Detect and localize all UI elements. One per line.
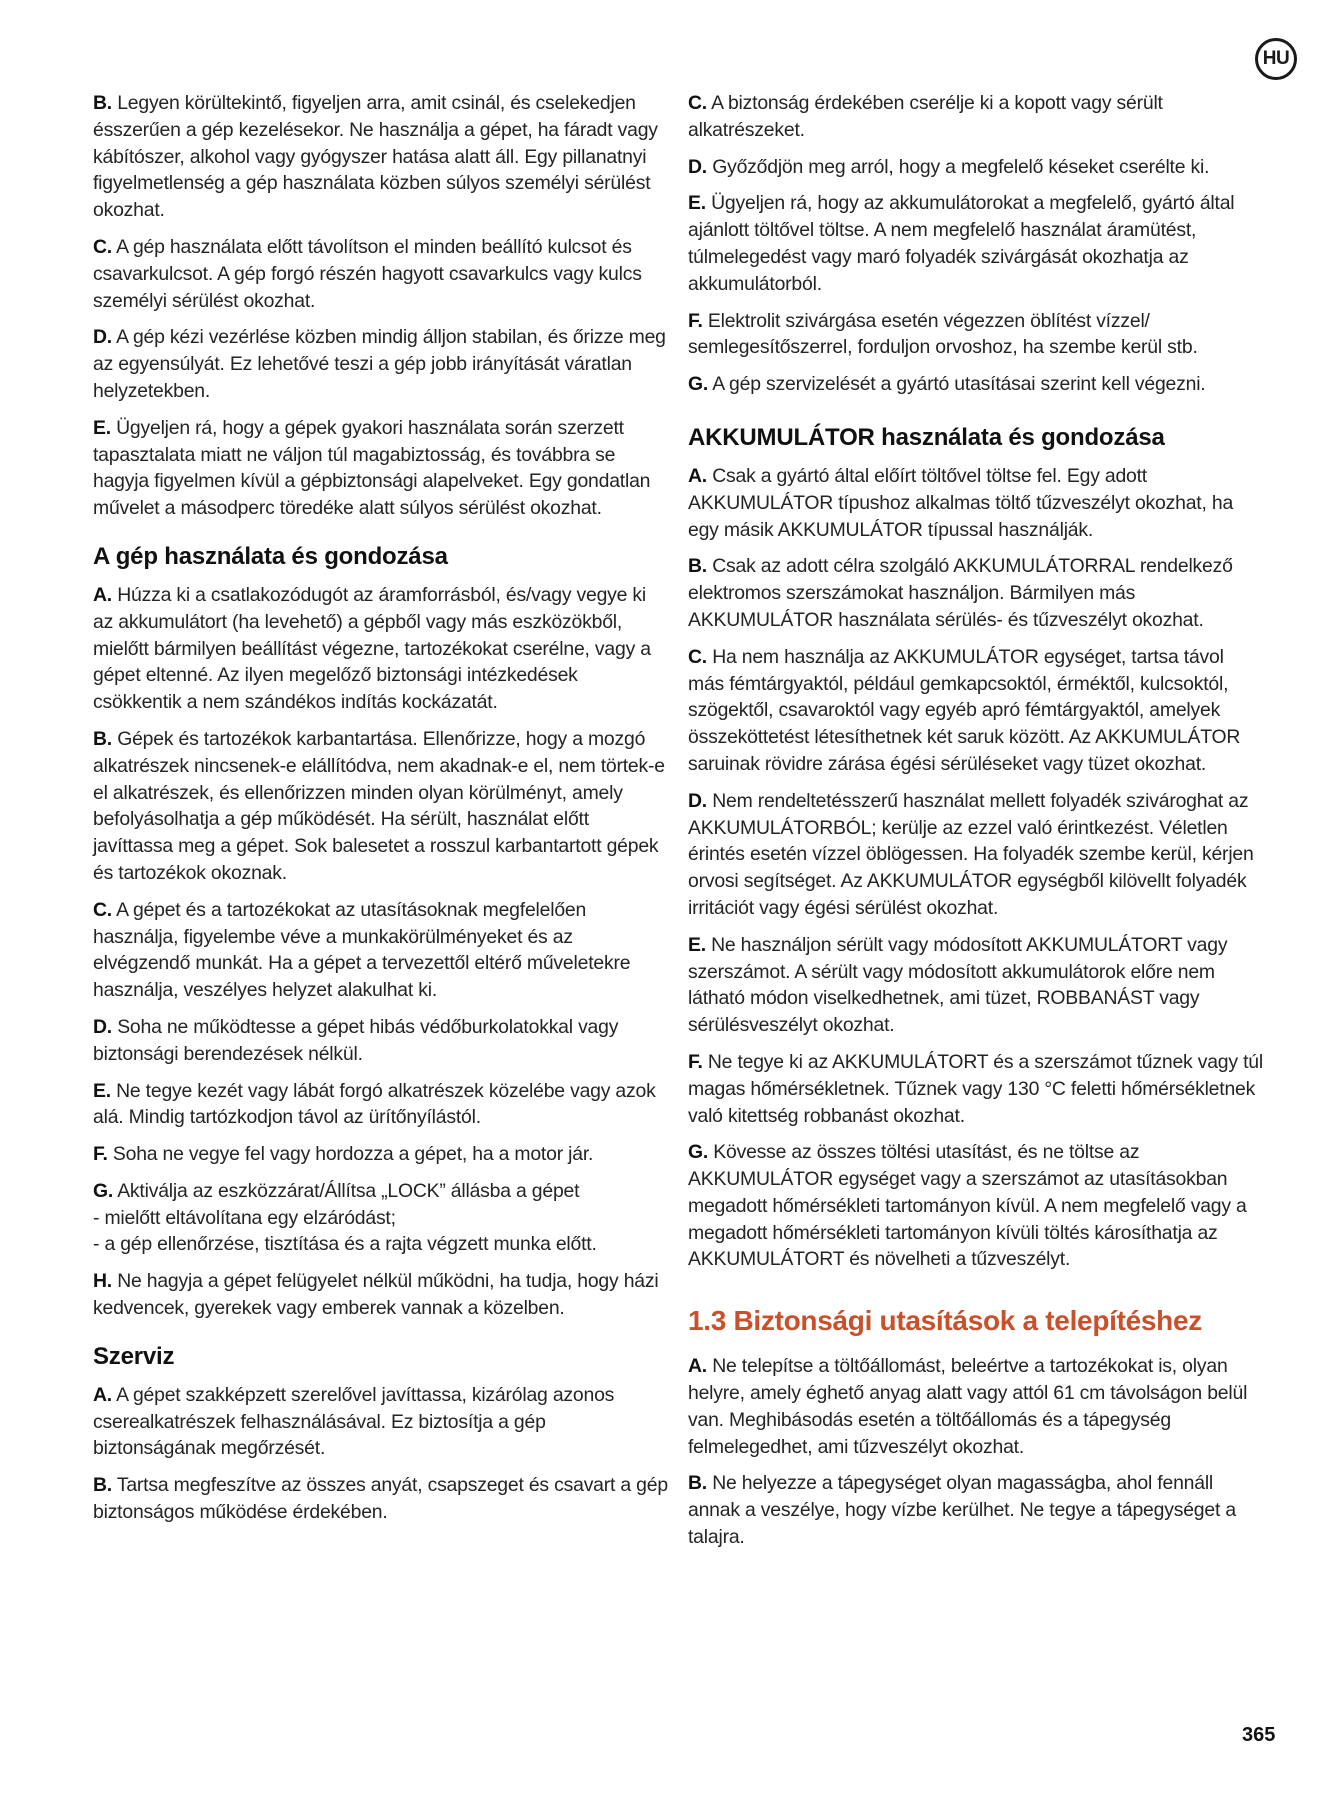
section-heading-installation: 1.3 Biztonsági utasítások a telepítéshez <box>688 1305 1202 1337</box>
item-letter: F. <box>688 309 703 332</box>
left-column <box>93 90 668 1536</box>
language-badge: HU <box>1255 38 1297 80</box>
list-item <box>688 788 1263 922</box>
section-heading-machine-use: A gép használata és gondozása <box>93 542 448 570</box>
item-letter: A. <box>688 464 707 487</box>
item-letter: G. <box>688 373 709 396</box>
list-item <box>688 371 1263 398</box>
page-number: 365 <box>1242 1724 1276 1746</box>
list-item <box>93 1472 668 1526</box>
list-item <box>688 1049 1263 1129</box>
list-item <box>93 1178 668 1258</box>
item-text: Ha nem használja az AKKUMULÁTOR egységet, tartsa távol más fémtárgyaktól, például gemkapcsoktól, érméktől, kulcsoktól, szögektől, csavaroktól vagy egyéb apró fémtárgyaktól, amelyek összeköttetést létesíthetnek két saruk között. Az AKKUMULÁTOR saruinak rövidre zárása égési sérüléseket vagy tüzet okozhat. <box>688 645 1241 775</box>
item-letter: F. <box>688 1050 703 1073</box>
item-letter: H. <box>93 1270 112 1293</box>
list-item <box>688 644 1263 778</box>
list-item <box>93 234 668 314</box>
item-letter: C. <box>688 645 707 668</box>
item-text: Aktiválja az eszközzárat/Állítsa „LOCK” állásba a gépet - mielőtt eltávolítana egy elzáródást; - a gép ellenőrzése, tisztítása és a rajta végzett munka előtt. <box>93 1179 597 1256</box>
item-text: Győződjön meg arról, hogy a megfelelő késeket cserélte ki. <box>712 155 1210 178</box>
item-text: Ügyeljen rá, hogy az akkumulátorokat a megfelelő, gyártó által ajánlott töltővel töltse. A nem megfelelő használat áramütést, túlmelegedést vagy maró folyadék szivárgását okozhatja az akkumulátorból. <box>688 192 1235 295</box>
item-text: Kövesse az összes töltési utasítást, és ne töltse az AKKUMULÁTOR egységet vagy a szerszámot az utasításokban megadott hőmérsékleti tartományon kívül. A nem megfelelő vagy a megadott hőmérsékleti tartományon kívüli töltés károsíthatja az AKKUMULÁTORT és növelheti a tűzveszélyt. <box>688 1141 1247 1271</box>
list-item <box>93 1382 668 1462</box>
item-text: A gép szervizelését a gyártó utasításai szerint kell végezni. <box>712 373 1206 396</box>
list-item <box>688 190 1263 297</box>
list-item <box>688 1470 1263 1550</box>
item-text: Gépek és tartozékok karbantartása. Ellenőrizze, hogy a mozgó alkatrészek nincsenek-e elállítódva, nem akadnak-e el, nem törtek-e el alkatrészek, és ellenőrizzen minden olyan körülményt, amely befolyásolhatja a gép működését. Ha sérült, használat előtt javíttassa meg a gépet. Sok balesetet a rosszul karbantartott gépek és tartozékok okoznak. <box>93 727 665 884</box>
item-text: Ne helyezze a tápegységet olyan magasságba, ahol fennáll annak a veszélye, hogy vízbe kerülhet. Ne tegye a tápegységet a talajra. <box>688 1472 1236 1549</box>
item-letter: C. <box>93 235 112 258</box>
item-text: Ne telepítse a töltőállomást, beleértve a tartozékokat is, olyan helyre, amely éghető anyag alatt vagy attól 61 cm távolságon belül van. Meghibásodás esetén a töltőállomás és a tápegység felmelegedhet, ami tűzveszélyt okozhat. <box>688 1355 1248 1458</box>
list-item <box>93 1141 668 1168</box>
item-text: Nem rendeltetésszerű használat mellett folyadék szivároghat az AKKUMULÁTORBÓL; kerülje az ezzel való érintkezést. Véletlen érintés esetén vízzel öblögessen. Ha folyadék szembe kerül, kérjen orvosi segítséget. Az AKKUMULÁTOR egységből kilövellt folyadék irritációt vagy égési sérülést okozhat. <box>688 789 1254 919</box>
item-text: Ne tegye kezét vagy lábát forgó alkatrészek közelébe vagy azok alá. Mindig tartózkodjon távol az ürítőnyílástól. <box>93 1079 656 1129</box>
item-letter: F. <box>93 1143 108 1166</box>
item-letter: C. <box>688 92 707 114</box>
item-text: Ügyeljen rá, hogy a gépek gyakori használata során szerzett tapasztalata miatt ne váljon túl magabiztosság, és továbbra se hagyja figyelmen kívül a gépbiztonsági alapelveket. Egy gondatlan művelet a másodperc töredéke alatt súlyos sérülést okozhat. <box>93 416 651 520</box>
list-item <box>93 726 668 887</box>
intro-list <box>93 90 668 522</box>
list-item <box>93 1078 668 1132</box>
item-letter: E. <box>93 1079 111 1102</box>
item-letter: B. <box>93 92 112 114</box>
item-letter: E. <box>688 933 706 956</box>
list-item <box>688 308 1263 362</box>
right-column <box>688 90 1263 1561</box>
item-text: Elektrolit szivárgása esetén végezzen öblítést vízzel/ semlegesítőszerrel, forduljon orvoshoz, ha szembe kerül stb. <box>688 309 1198 359</box>
list-item <box>688 90 1263 144</box>
list-item <box>688 463 1263 543</box>
item-letter: G. <box>93 1179 114 1202</box>
list-item <box>93 90 668 224</box>
item-text: A gépet szakképzett szerelővel javíttassa, kizárólag azonos cserealkatrészek felhasználásával. Ez biztosítja a gép biztonságának megőrzését. <box>93 1383 615 1460</box>
list-item <box>688 553 1263 633</box>
service-list-continued <box>688 90 1263 398</box>
battery-list <box>688 463 1263 1273</box>
list-item <box>93 582 668 716</box>
list-item <box>688 1353 1263 1460</box>
item-letter: B. <box>93 1474 112 1497</box>
item-text: A gép kézi vezérlése közben mindig álljon stabilan, és őrizze meg az egyensúlyát. Ez lehetővé teszi a gép jobb irányítását váratlan helyzetekben. <box>93 326 666 402</box>
service-list <box>93 1382 668 1526</box>
list-item <box>688 1139 1263 1273</box>
item-text: Ne használjon sérült vagy módosított AKKUMULÁTORT vagy szerszámot. A sérült vagy módosított akkumulátorok előre nem látható módon viselkedhetnek, ami tüzet, ROBBANÁST vagy sérülésveszélyt okozhat. <box>688 933 1228 1037</box>
item-text: Soha ne működtesse a gépet hibás védőburkolatokkal vagy biztonsági berendezések nélkül. <box>93 1015 619 1065</box>
item-letter: D. <box>688 155 707 178</box>
item-text: Soha ne vegye fel vagy hordozza a gépet, ha a motor jár. <box>112 1143 594 1166</box>
item-text: Ne hagyja a gépet felügyelet nélkül működni, ha tudja, hogy házi kedvencek, gyerekek vagy emberek vannak a közelben. <box>93 1270 659 1320</box>
item-letter: G. <box>688 1141 709 1164</box>
item-letter: A. <box>688 1355 707 1378</box>
item-letter: E. <box>688 192 706 215</box>
list-item <box>93 897 668 1004</box>
list-item <box>93 1268 668 1322</box>
item-text: A gépet és a tartozékokat az utasításoknak megfelelően használja, figyelembe véve a munkakörülményeket és az elvégzendő munkát. Ha a gépet a tervezettől eltérő műveletekre használja, veszélyes helyzet alakulhat ki. <box>93 898 631 1002</box>
list-item <box>93 324 668 404</box>
item-letter: B. <box>688 1472 707 1495</box>
list-item <box>688 932 1263 1039</box>
item-letter: B. <box>688 555 707 578</box>
installation-list <box>688 1353 1263 1551</box>
item-letter: D. <box>93 326 112 349</box>
list-item <box>688 154 1263 181</box>
machine-use-list <box>93 582 668 1322</box>
item-text: Csak a gyártó által előírt töltővel töltse fel. Egy adott AKKUMULÁTOR típushoz alkalmas töltő tűzveszélyt okozhat, ha egy másik AKKUMULÁTOR típussal használják. <box>688 464 1234 541</box>
item-letter: E. <box>93 416 111 439</box>
item-text: Tartsa megfeszítve az összes anyát, csapszeget és csavart a gép biztonságos működése érdekében. <box>93 1474 668 1524</box>
item-text: A gép használata előtt távolítson el minden beállító kulcsot és csavarkulcsot. A gép forgó részén hagyott csavarkulcs vagy kulcs személyi sérülést okozhat. <box>93 235 642 312</box>
item-letter: B. <box>93 727 112 750</box>
list-item <box>93 415 668 522</box>
item-text: A biztonság érdekében cserélje ki a kopott vagy sérült alkatrészeket. <box>688 92 1163 141</box>
list-item <box>93 1014 668 1068</box>
item-text: Ne tegye ki az AKKUMULÁTORT és a szerszámot tűznek vagy túl magas hőmérsékletnek. Tűznek vagy 130 °C feletti hőmérsékletnek való kitettség robbanást okozhat. <box>688 1050 1263 1127</box>
item-letter: C. <box>93 898 112 921</box>
item-letter: A. <box>93 583 112 606</box>
item-letter: D. <box>688 789 707 812</box>
section-heading-service: Szerviz <box>93 1342 175 1370</box>
section-heading-battery: AKKUMULÁTOR használata és gondozása <box>688 423 1165 451</box>
item-letter: D. <box>93 1015 112 1038</box>
item-letter: A. <box>93 1383 112 1406</box>
item-text: Húzza ki a csatlakozódugót az áramforrásból, és/vagy vegye ki az akkumulátort (ha levehető) a gépből vagy más eszközökből, mielőtt bármilyen beállítást végezne, tartozékokat cserélne, vagy a gépet eltenné. Az ilyen megelőző biztonsági intézkedések csökkentik a nem szándékos indítás kockázatát. <box>93 583 651 714</box>
item-text: Csak az adott célra szolgáló AKKUMULÁTORRAL rendelkező elektromos szerszámokat használjon. Bármilyen más AKKUMULÁTOR használata sérülés- és tűzveszélyt okozhat. <box>688 555 1233 631</box>
item-text: Legyen körültekintő, figyeljen arra, amit csinál, és cselekedjen ésszerűen a gép kezelésekor. Ne használja a gépet, ha fáradt vagy kábítószer, alkohol vagy gyógyszer hatása alatt áll. Egy pillanatnyi figyelmetlenség a gép használata közben súlyos személyi sérülést okozhat. <box>93 92 658 222</box>
